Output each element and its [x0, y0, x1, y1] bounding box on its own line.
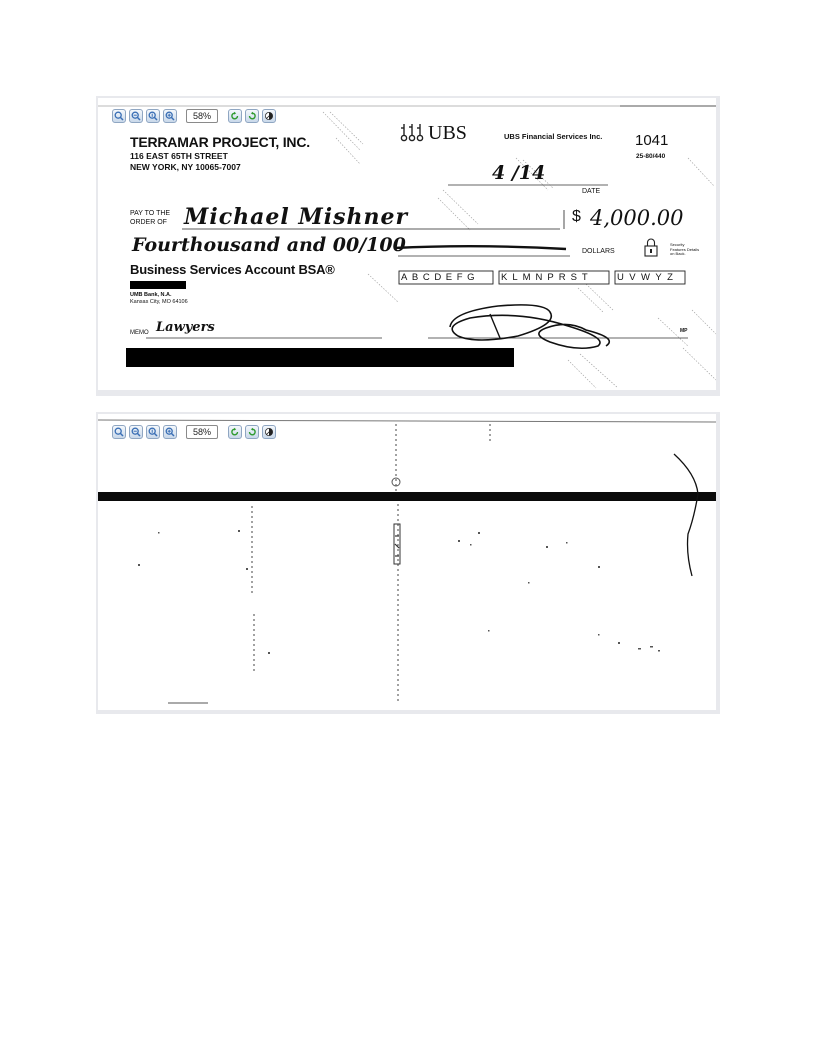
image-toolbar [112, 108, 276, 124]
check-front-panel [96, 96, 720, 396]
pay-to-label-1: PAY TO THE [130, 210, 171, 217]
zoom-in-icon[interactable] [163, 109, 177, 123]
zoom-level-field[interactable]: 58% [186, 425, 218, 439]
zoom-fit-icon[interactable] [112, 425, 126, 439]
memo-handwritten: Lawyers [156, 320, 215, 335]
company-address-line1: 116 EAST 65TH STREET [130, 151, 228, 161]
clearing-bank-2: Kansas City, MO 64106 [130, 299, 188, 305]
zoom-fit-icon[interactable] [112, 109, 126, 123]
currency-symbol: $ [572, 208, 581, 225]
payee-handwritten: Michael Mishner [184, 204, 409, 230]
zoom-level-field[interactable]: 58% [186, 109, 218, 123]
check-back-artwork [98, 414, 716, 710]
amount-words-handwritten: Fourthousand and 00/100 [132, 234, 406, 256]
mp-label: MP [680, 328, 688, 334]
routing-fraction: 25-80/440 [636, 153, 666, 160]
zoom-out-icon[interactable] [129, 109, 143, 123]
check-back-panel [96, 412, 720, 714]
pay-to-label-2: ORDER OF [130, 219, 167, 226]
clearing-bank-1: UMB Bank, N.A. [130, 292, 172, 298]
bank-logo-text: UBS [428, 122, 467, 144]
dollars-label: DOLLARS [582, 248, 615, 255]
letter-box-1: ABCDEFG [401, 272, 480, 283]
amount-handwritten: 4,000.00 [590, 206, 684, 230]
rotate-left-icon[interactable] [228, 109, 242, 123]
letter-box-2: KLMNPRST [501, 272, 593, 283]
memo-label: MEMO [130, 330, 149, 336]
rotate-right-icon[interactable] [245, 425, 259, 439]
micr-redaction [126, 348, 514, 367]
security-features-text: Security Features Details on Back. [670, 242, 700, 256]
account-name: Business Services Account BSA® [130, 262, 335, 277]
check-image [98, 98, 716, 390]
contrast-icon[interactable] [262, 109, 276, 123]
company-name: TERRAMAR PROJECT, INC. [130, 134, 310, 150]
contrast-icon[interactable] [262, 425, 276, 439]
bank-name: UBS Financial Services Inc. [504, 132, 603, 141]
endorsement-band [98, 492, 716, 501]
company-address-line2: NEW YORK, NY 10065-7007 [130, 162, 241, 172]
image-toolbar-back [112, 424, 276, 440]
check-number: 1041 [635, 132, 669, 149]
zoom-out-icon[interactable] [129, 425, 143, 439]
zoom-in-icon[interactable] [163, 425, 177, 439]
rotate-right-icon[interactable] [245, 109, 259, 123]
zoom-actual-icon[interactable] [146, 109, 160, 123]
letter-box-3: UVWYZ [617, 272, 679, 283]
date-label: DATE [582, 188, 601, 195]
lock-icon [645, 239, 657, 256]
ubs-keys-icon [401, 124, 423, 141]
date-handwritten: 4 /14 [492, 162, 546, 184]
rotate-left-icon[interactable] [228, 425, 242, 439]
check-back-image [98, 414, 716, 710]
zoom-actual-icon[interactable] [146, 425, 160, 439]
